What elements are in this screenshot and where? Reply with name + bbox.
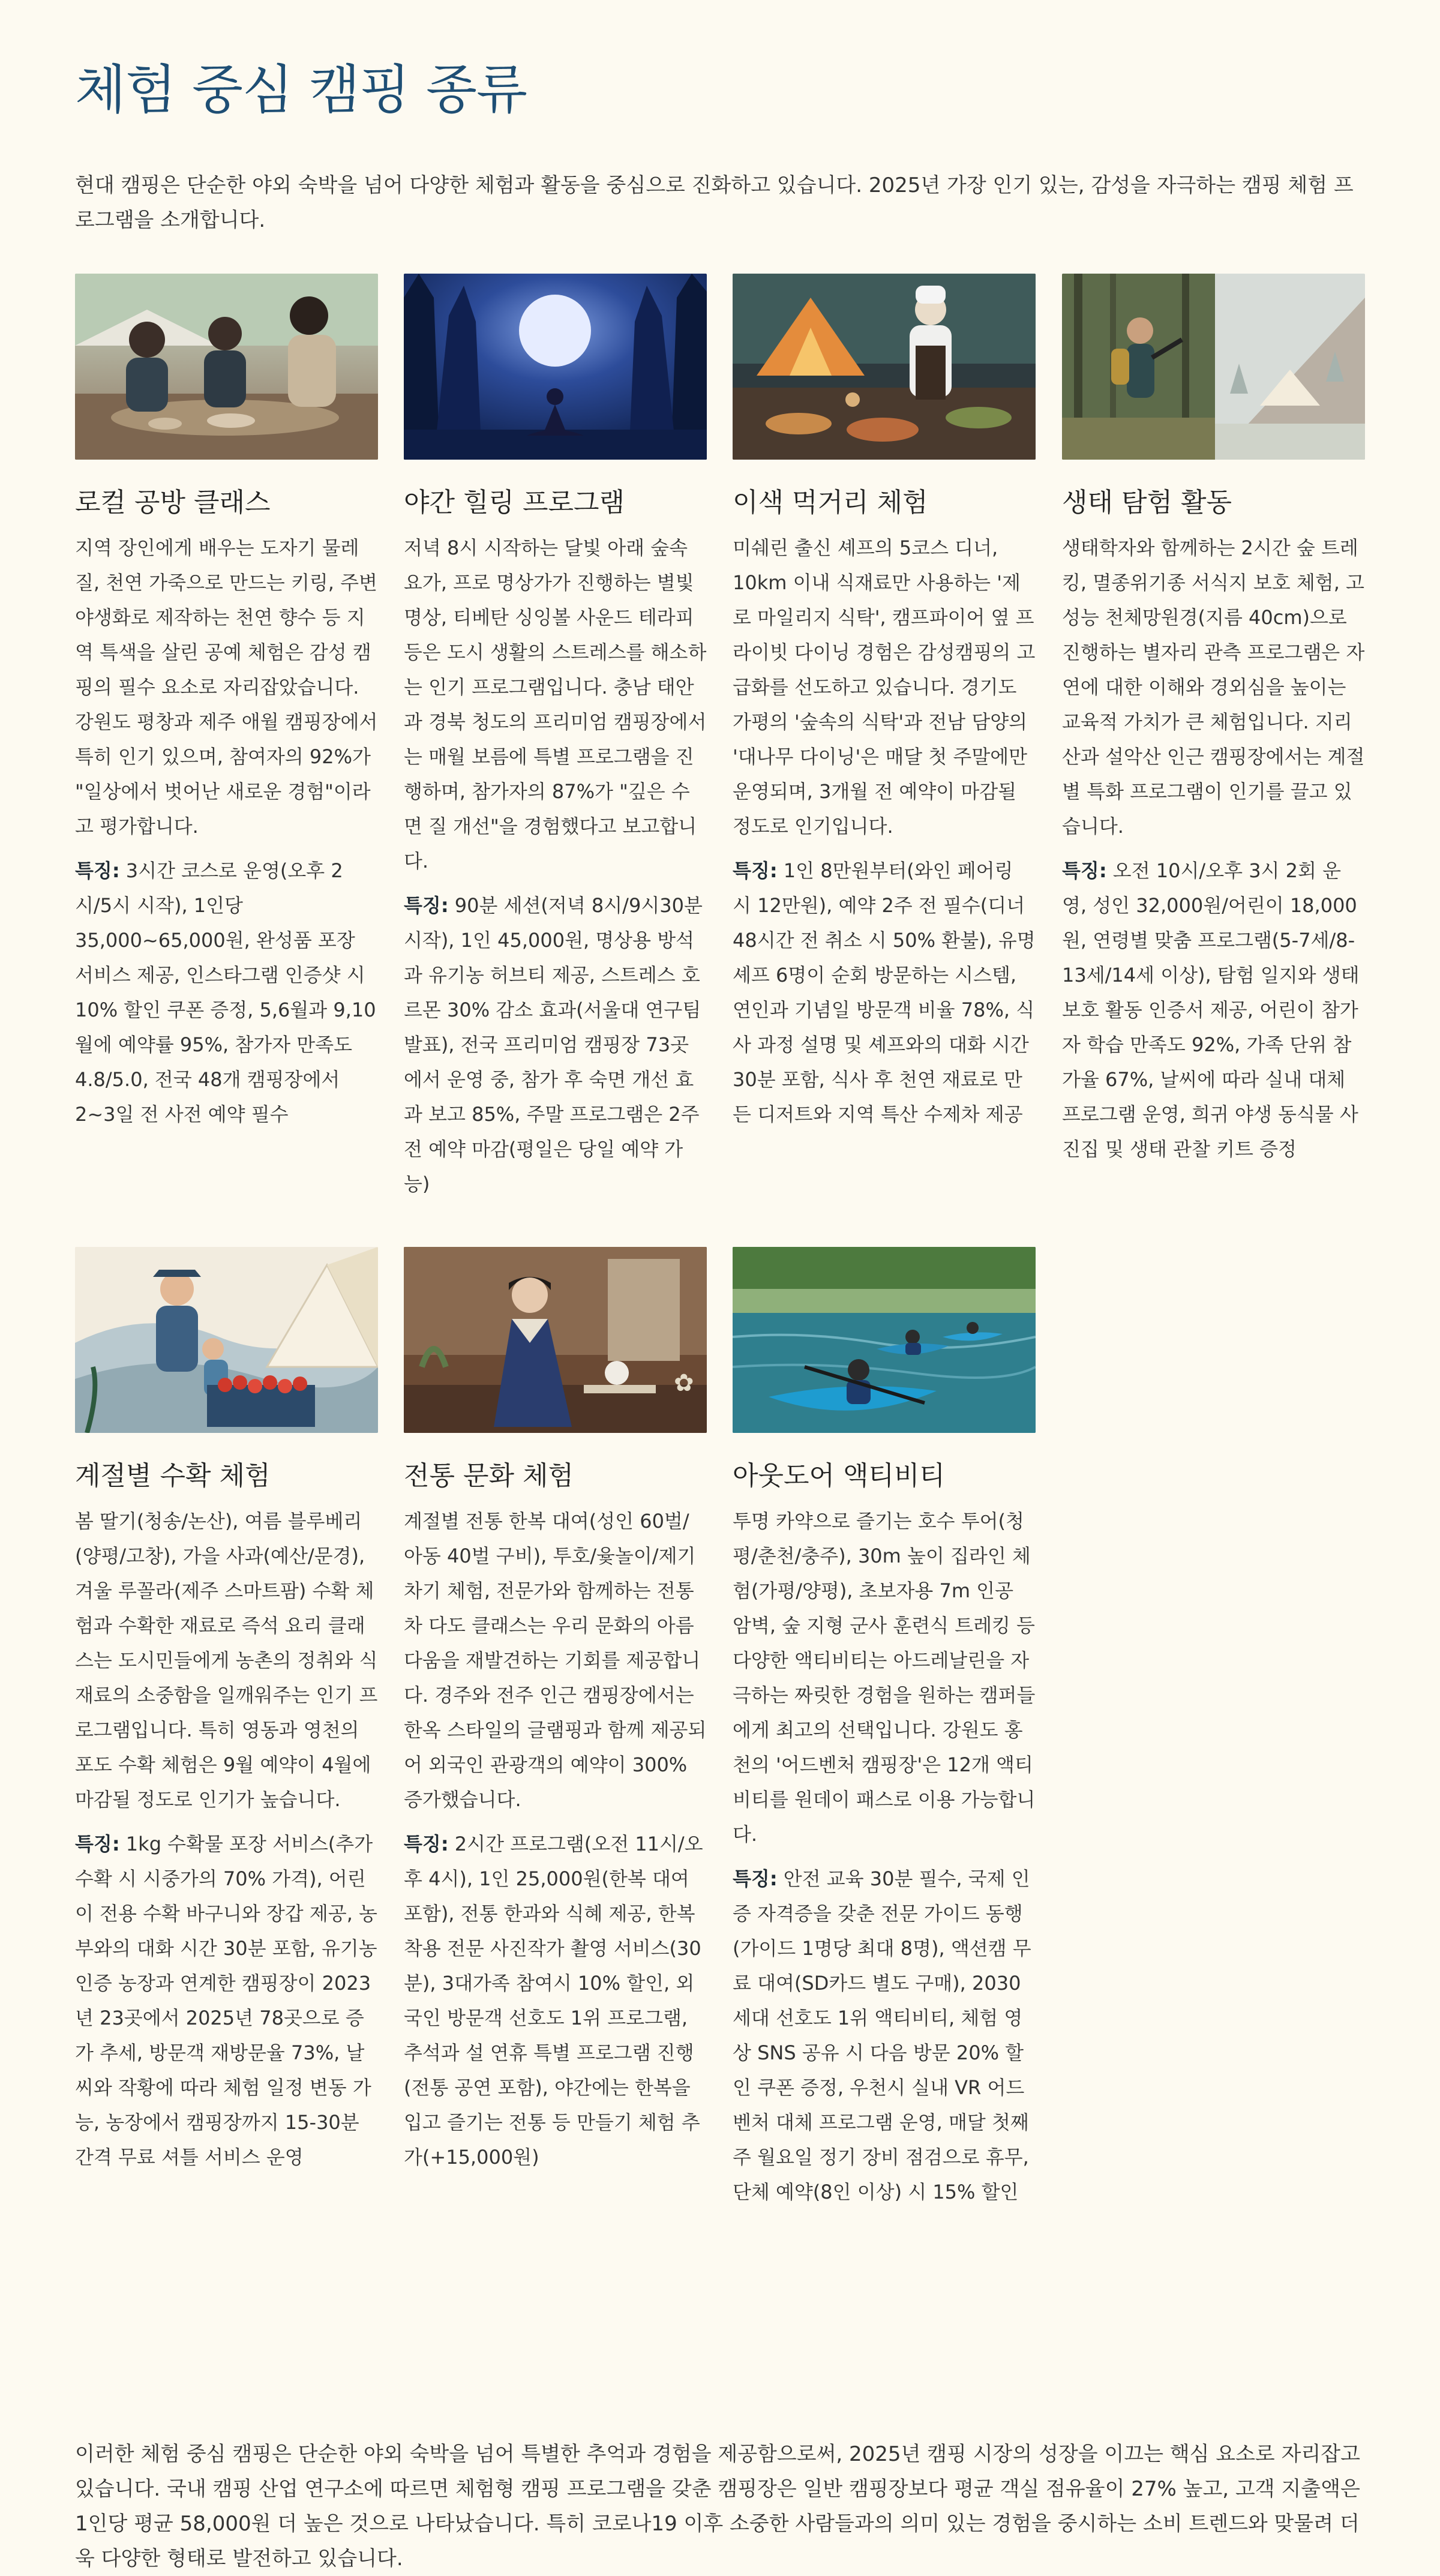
details-label: 특징: <box>75 859 120 882</box>
card-title: 이색 먹거리 체험 <box>733 487 928 518</box>
details-text: 안전 교육 30분 필수, 국제 인증 자격증을 갖춘 전문 가이드 동행(가이드 1명당 최대 8명), 액션캠 무료 대여(SD카드 별도 구매), 2030세대 선호도 1위 액티비티, 체험 영상 SNS 공유 시 다음 방문 20% 할인 쿠폰 증정, 우천시 실내 VR 어드벤처 대체 프로그램 운영, 매달 첫째 주 월요일 정기 장비 점검으로 휴무, 단체 예약(8인 이상) 시 15% 할인 <box>733 1867 1031 2203</box>
details-label: 특징: <box>1062 859 1107 882</box>
card-eco-exploration <box>1062 274 1365 1166</box>
card-title: 아웃도어 액티비티 <box>733 1461 946 1491</box>
card-traditional-culture <box>404 1247 707 2175</box>
svg-text:✿: ✿ <box>674 1369 694 1397</box>
details-text: 1인 8만원부터(와인 페어링 시 12만원), 예약 2주 전 필수(디너 48시간 전 취소 시 50% 환불), 유명 셰프 6명이 순회 방문하는 시스템, 연인과 기념일 방문객 비율 78%, 식사 과정 설명 및 셰프와의 대화 시간 30분 포함, 식사 후 천연 재료로 만든 디저트와 지역 특산 수제차 제공 <box>733 859 1036 1126</box>
card-details <box>404 888 707 1201</box>
details-text: 90분 세션(저녁 8시/9시30분 시작), 1인 45,000원, 명상용 방석과 유기농 허브티 제공, 스트레스 호르몬 30% 감소 효과(서울대 연구팀 발표), 전국 프리미엄 캠핑장 73곳에서 운영 중, 참가 후 숙면 개선 효과 보고 85%, 주말 프로그램은 2주 전 예약 마감(평일은 당일 예약 가능) <box>404 894 703 1195</box>
card-details <box>1062 853 1365 1166</box>
page-title: 체험 중심 캠핑 종류 <box>75 59 527 121</box>
eco-exploration-photo <box>1062 274 1365 460</box>
kayak-tour-photo <box>733 1247 1036 1433</box>
details-text: 1kg 수확물 포장 서비스(추가 수확 시 시중가의 70% 가격), 어린이 전용 수확 바구니와 장갑 제공, 농부와의 대화 시간 30분 포함, 유기농 인증 농장과 연계한 캠핑장이 2023년 23곳에서 2025년 78곳으로 증가 추세, 방문객 재방문율 73%, 날씨와 작황에 따라 체험 일정 변동 가능, 농장에서 캠핑장까지 15-30분 간격 무료 셔틀 서비스 운영 <box>75 1833 377 2169</box>
details-text: 2시간 프로그램(오전 11시/오후 4시), 1인 25,000원(한복 대여 포함), 전통 한과와 식혜 제공, 한복 착용 전문 사진작가 촬영 서비스(30분), 3대가족 참여시 10% 할인, 외국인 방문객 선호도 1위 프로그램, 추석과 설 연휴 특별 프로그램 진행(전통 공연 포함), 야간에는 한복을 입고 즐기는 전통 등 만들기 체험 추가(+15,000원) <box>404 1833 703 2169</box>
card-outdoor-activity <box>733 1247 1036 2209</box>
card-description: 봄 딸기(청송/논산), 여름 블루베리(양평/고창), 가을 사과(예산/문경), 겨울 루꼴라(제주 스마트팜) 수확 체험과 수확한 재료로 즉석 요리 클래스는 도시민들에게 농촌의 정취와 식재료의 소중함을 일깨워주는 인기 프로그램입니다. 특히 영동과 영천의 포도 수확 체험은 9월 예약이 4월에 마감될 정도로 인기가 높습니다. <box>75 1510 378 1811</box>
card-grid <box>75 274 1365 2571</box>
card-details <box>75 1827 378 2175</box>
details-label: 특징: <box>404 894 449 917</box>
details-text: 3시간 코스로 운영(오후 2시/5시 시작), 1인당 35,000~65,000원, 완성품 포장 서비스 제공, 인스타그램 인증샷 시 10% 할인 쿠폰 증정, 5,6월과 9,10월에 예약률 95%, 참가자 만족도 4.8/5.0, 전국 48개 캠핑장에서 2~3일 전 사전 예약 필수 <box>75 859 376 1126</box>
harvest-illustration <box>75 1247 378 1433</box>
chef-dinner-photo <box>733 274 1036 460</box>
card-local-workshop <box>75 274 378 1132</box>
hanbok-tea-photo <box>404 1247 707 1433</box>
card-description: 미쉐린 출신 셰프의 5코스 디너, 10km 이내 식재료만 사용하는 '제로 마일리지 식탁', 캠프파이어 옆 프라이빗 다이닝 경험은 감성캠핑의 고급화를 선도하고 있습니다. 경기도 가평의 '숲속의 식탁'과 전남 담양의 '대나무 다이닝'은 매달 첫 주말에만 운영되며, 3개월 전 예약이 마감될 정도로 인기입니다. <box>733 536 1036 838</box>
details-text: 오전 10시/오후 3시 2회 운영, 성인 32,000원/어린이 18,000원, 연령별 맞춤 프로그램(5-7세/8-13세/14세 이상), 탐험 일지와 생태 보호 활동 인증서 제공, 어린이 참가자 학습 만족도 92%, 가족 단위 참가율 67%, 날씨에 따라 실내 대체 프로그램 운영, 희귀 야생 동식물 사진집 및 생태 관찰 키트 증정 <box>1062 859 1360 1160</box>
card-unique-food <box>733 274 1036 1132</box>
card-description: 지역 장인에게 배우는 도자기 물레질, 천연 가죽으로 만드는 키링, 주변 야생화로 제작하는 천연 향수 등 지역 특색을 살린 공예 체험은 감성 캠핑의 필수 요소로 자리잡았습니다. 강원도 평창과 제주 애월 캠핑장에서 특히 인기 있으며, 참여자의 92%가 "일상에서 벗어난 새로운 경험"이라고 평가합니다. <box>75 536 378 838</box>
night-meditation-illustration <box>404 274 707 460</box>
pottery-workshop-photo <box>75 274 378 460</box>
intro-paragraph: 현대 캠핑은 단순한 야외 숙박을 넘어 다양한 체험과 활동을 중심으로 진화하고 있습니다. 2025년 가장 인기 있는, 감성을 자극하는 캠핑 체험 프로그램을 소개합니다. <box>75 173 1354 232</box>
card-night-healing <box>404 274 707 1201</box>
card-description: 투명 카약으로 즐기는 호수 투어(청평/춘천/충주), 30m 높이 집라인 체험(가평/양평), 초보자용 7m 인공 암벽, 숲 지형 군사 훈련식 트레킹 등 다양한 액티비티는 아드레날린을 자극하는 짜릿한 경험을 원하는 캠퍼들에게 최고의 선택입니다. 강원도 홍천의 '어드벤처 캠핑장'은 12개 액티비티를 원데이 패스로 이용 가능합니다. <box>733 1510 1036 1846</box>
card-title: 야간 힐링 프로그램 <box>404 487 625 518</box>
article <box>75 54 1365 2571</box>
card-description: 저녁 8시 시작하는 달빛 아래 숲속 요가, 프로 명상가가 진행하는 별빛 명상, 티베탄 싱잉볼 사운드 테라피 등은 도시 생활의 스트레스를 해소하는 인기 프로그램입니다. 충남 태안과 경북 청도의 프리미엄 캠핑장에서는 매월 보름에 특별 프로그램을 진행하며, 참가자의 87%가 "깊은 수면 질 개선"을 경험했다고 보고합니다. <box>404 536 707 872</box>
card-title: 전통 문화 체험 <box>404 1461 574 1491</box>
card-description: 계절별 전통 한복 대여(성인 60벌/아동 40벌 구비), 투호/윷놀이/제기차기 체험, 전문가와 함께하는 전통차 다도 클래스는 우리 문화의 아름다움을 재발견하는 기회를 제공합니다. 경주와 전주 인근 캠핑장에서는 한옥 스타일의 글램핑과 함께 제공되어 외국인 관광객의 예약이 300% 증가했습니다. <box>404 1510 707 1811</box>
card-title: 계절별 수확 체험 <box>75 1461 271 1491</box>
details-label: 특징: <box>733 1867 778 1890</box>
card-details <box>404 1827 707 2175</box>
details-label: 특징: <box>75 1833 120 1855</box>
outro-paragraph: 이러한 체험 중심 캠핑은 단순한 야외 숙박을 넘어 특별한 추억과 경험을 제공함으로써, 2025년 캠핑 시장의 성장을 이끄는 핵심 요소로 자리잡고 있습니다. 국내 캠핑 산업 연구소에 따르면 체험형 캠핑 프로그램을 갖춘 캠핑장은 일반 캠핑장보다 평균 객실 점유율이 27% 높고, 고객 지출액은 1인당 평균 58,000원 더 높은 것으로 나타났습니다. 특히 코로나19 이후 소중한 사람들과의 의미 있는 경험을 중시하는 소비 트렌드와 맞물려 더욱 다양한 형태로 발전하고 있습니다. <box>75 2442 1360 2571</box>
card-details <box>733 1861 1036 2209</box>
card-title: 로컬 공방 클래스 <box>75 487 271 518</box>
card-details <box>733 853 1036 1132</box>
details-label: 특징: <box>733 859 778 882</box>
card-title: 생태 탐험 활동 <box>1062 487 1232 518</box>
details-label: 특징: <box>404 1833 449 1855</box>
card-details <box>75 853 378 1132</box>
card-description: 생태학자와 함께하는 2시간 숲 트레킹, 멸종위기종 서식지 보호 체험, 고성능 천체망원경(지름 40cm)으로 진행하는 별자리 관측 프로그램은 자연에 대한 이해와 경외심을 높이는 교육적 가치가 큰 체험입니다. 지리산과 설악산 인근 캠핑장에서는 계절별 특화 프로그램이 인기를 끌고 있습니다. <box>1062 536 1365 838</box>
card-seasonal-harvest <box>75 1247 378 2175</box>
